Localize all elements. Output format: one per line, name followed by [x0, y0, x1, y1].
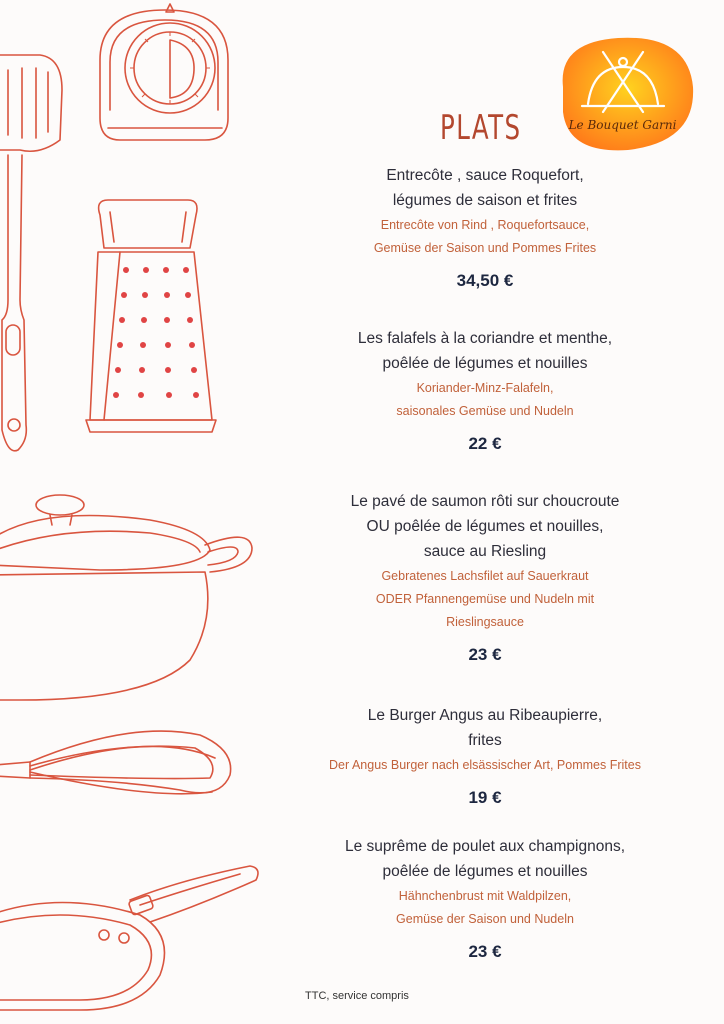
- dish-name-de: saisonales Gemüse und Nudeln: [396, 404, 574, 418]
- dish-name-fr: poêlée de légumes et nouilles: [382, 355, 588, 372]
- kitchen-timer-icon: [100, 4, 228, 140]
- dish-name-de: Gebratenes Lachsfilet auf Sauerkraut: [381, 569, 589, 583]
- dish-name-de: ODER Pfannengemüse und Nudeln mit: [375, 592, 595, 606]
- dish-price: 34,50 €: [456, 271, 514, 290]
- dish-name-fr: légumes de saison et frites: [392, 192, 578, 209]
- dish-name-fr: poêlée de légumes et nouilles: [382, 863, 588, 880]
- menu-item: [290, 163, 680, 291]
- dish-name-fr: Le pavé de saumon rôti sur choucroute: [350, 493, 620, 510]
- menu-item: [290, 489, 680, 665]
- dish-name-fr: Entrecôte , sauce Roquefort,: [386, 167, 584, 184]
- grater-holes: [113, 267, 199, 398]
- menu-item: [290, 834, 680, 962]
- dish-name-fr: OU poêlée de légumes et nouilles,: [366, 518, 604, 535]
- dish-price: 23 €: [468, 645, 502, 664]
- spatula-icon: [0, 55, 62, 451]
- dish-price: 23 €: [468, 942, 502, 961]
- dish-price: 19 €: [468, 788, 502, 807]
- dish-name-de: Entrecôte von Rind , Roquefortsauce,: [380, 218, 590, 232]
- menu-item: [290, 703, 680, 808]
- dish-name-fr: Le suprême de poulet aux champignons,: [344, 838, 626, 855]
- dish-name-de: Rieslingsauce: [446, 615, 524, 629]
- dish-name-de: Gemüse der Saison und Pommes Frites: [373, 241, 597, 255]
- dish-name-fr: sauce au Riesling: [423, 543, 547, 560]
- cooking-pot-icon: [0, 495, 252, 700]
- dish-name-fr: Le Burger Angus au Ribeaupierre,: [367, 707, 603, 724]
- whisk-icon: [0, 731, 231, 794]
- dish-name-fr: frites: [468, 732, 502, 749]
- dish-name-de: Gemüse der Saison und Nudeln: [396, 912, 574, 926]
- frying-pan-icon: [0, 866, 258, 1010]
- section-title: PLATS: [440, 108, 522, 148]
- dish-name-fr: Les falafels à la coriandre et menthe,: [357, 330, 613, 347]
- dish-name-de: Koriander-Minz-Falafeln,: [416, 381, 554, 395]
- brand-name: Le Bouquet Garni: [568, 118, 677, 132]
- brand-logo: [548, 32, 698, 157]
- footer-note: TTC, service compris: [305, 990, 409, 1002]
- dish-name-de: Der Angus Burger nach elsässischer Art, Pommes Frites: [329, 758, 641, 772]
- menu-item: [290, 326, 680, 454]
- dish-price: 22 €: [468, 434, 502, 453]
- dish-name-de: Hähnchenbrust mit Waldpilzen,: [398, 889, 572, 903]
